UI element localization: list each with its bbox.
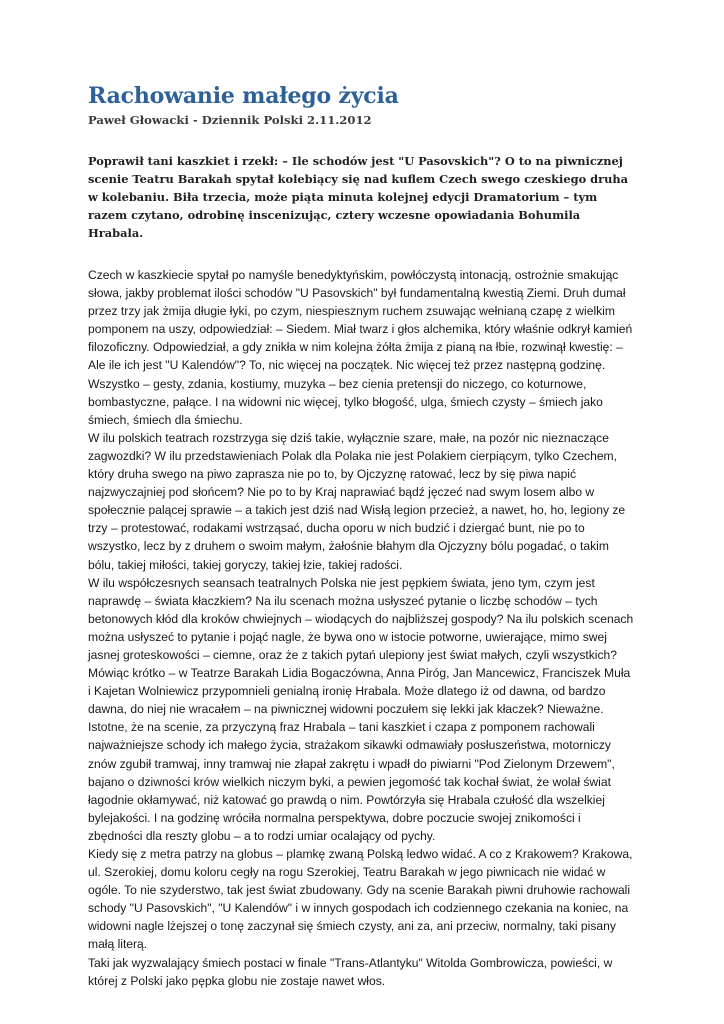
body-paragraph: Czech w kaszkiecie spytał po namyśle benedyktyńskim, powłóczystą intonacją, ostrożnie smakując słowa, jakby problemat ilości schodów "U Pasovskich" był fundamentalną kwestią Ziemi. Druh dumał przez trzy jak żmija długie łyki, po czym, niespiesznym ruchem zsuwając wełnianą czapę z wielkim pomponem na uszy, odpowiedział: – Siedem. Miał twarz i głos alchemika, który właśnie odkrył kamień filozoficzny. Odpowiedział, a gdy znikła w nim kolejna żółta żmija z pianą na łbie, rozwinął kwestię: – Ale ile ich jest "U Kalendów"? To, nic więcej na początek. Nic więcej też przez następną godzinę. Wszystko – gesty, zdania, kostiumy, muzyka – bez cienia pretensji do niczego, co koturnowe, bombastyczne, pałące. I na widowni nic więcej, tylko błogość, ulga, śmiech czysty – śmiech jako śmiech, śmiech dla śmiechu.: [88, 268, 633, 427]
article-body: [88, 266, 634, 990]
article-byline: Paweł Głowacki - Dziennik Polski 2.11.2012: [88, 113, 372, 127]
body-paragraph: Istotne, że na scenie, za przyczyną fraz Hrabala – tani kaszkiet i czapa z pomponem rachowali najważniejsze schody ich małego życia, strażakom sikawki odmawiały posłuszeństwa, motorniczy znów zgubił tramwaj, inny tramwaj nie złapał zakrętu i wpadł do piwiarni "Pod Zielonym Drzewem", bajano o dziwności krów wielkich niczym byki, a pewien jegomość tak kochał świat, że wolał świat łagodnie okłamywać, niż katować go prawdą o nim. Powtórzyła się Hrabala czułość dla wszelkiej bylejakości. I na godzinę wróciła normalna perspektywa, dobre poczucie swojej znikomości i zbędności dla reszty globu – a to rodzi umiar ocalający od pychy.: [88, 720, 615, 843]
article: [88, 82, 634, 990]
body-paragraph: W ilu polskich teatrach rozstrzyga się dziś takie, wyłącznie szare, małe, na pozór nic nieznaczące zagwozdki? W ilu przedstawieniach Polak dla Polaka nie jest Polakiem cierpiącym, tylko Czechem, który druha swego na piwo zaprasza nie po to, by Ojczyznę ratować, lecz by się piwa napić najzwyczajniej pod słońcem? Nie po to by Kraj naprawiać bądź jęczeć nad swym losem albo w społecznie palącej sprawie – a takich jest dziś nad Wisłą legion przecież, a nawet, ho, ho, legiony ze trzy – protestować, rodakami wstrząsać, ducha oporu w nich budzić i dziergać bunt, nie po to wszystko, lecz by z druhem o swoim małym, żałośnie błahym dla Ojczyzny bólu pogadać, o takim bólu, takiej miłości, takiej goryczy, takiej łzie, takiej radości.: [88, 430, 626, 572]
body-paragraph: Kiedy się z metra patrzy na globus – plamkę zwaną Polską ledwo widać. A co z Krakowem? Krakowa, ul. Szerokiej, domu koloru cegły na rogu Szerokiej, Teatru Barakah w jego piwnicach nie widać w ogóle. To nie szyderstwo, tak jest świat zbudowany. Gdy na scenie Barakah piwni druhowie rachowali schody "U Pasovskich", "U Kalendów" i w innych gospodach ich codziennego czekania na koniec, na widowni nagle lżejszej o tonę zaczynał się śmiech czysty, ani za, ani przeciw, normalny, taki pisany małą literą.: [88, 847, 633, 952]
body-paragraph: W ilu współczesnych seansach teatralnych Polska nie jest pępkiem świata, jeno tym, czym jest naprawdę – świata kłaczkiem? Na ilu scenach można usłyszeć pytanie o liczbę schodów – tych betonowych kłód dla kroków chwiejnych – wiodących do najbliższej gospody? Na ilu polskich scenach można usłyszeć to pytanie i pojąć nagle, że bywa ono w istocie potworne, uwierające, mimo swej jasnej groteskowości – ciemne, oraz że z takich pytań ulepiony jest świat małych, czyli wszystkich? Mówiąc krótko – w Teatrze Barakah Lidia Bogaczówna, Anna Piróg, Jan Mancewicz, Franciszek Muła i Kajetan Wolniewicz przypomnieli genialną ironię Hrabala. Może dlatego iż od dawna, od bardzo dawna, do niej nie wracałem – na piwnicznej widowni poczułem się lekki jak kłaczek? Nieważne.: [88, 575, 634, 717]
body-paragraph: Taki jak wyzwalający śmiech postaci w finale "Trans-Atlantyku" Witolda Gombrowicza, powieści, w której z Polski jako pępka globu nie zostaje nawet włos.: [88, 955, 613, 988]
article-title: Rachowanie małego życia: [88, 83, 399, 109]
article-lead: Poprawił tani kaszkiet i rzekł: – Ile schodów jest "U Pasovskich"? O to na piwnicznej scenie Teatru Barakah spytał kolebiący się nad kuflem Czech swego czeskiego druha w kolebaniu. Biła trzecia, może piąta minuta kolejnej edycji Dramatorium – tym razem czytano, odrobinę inscenizując, cztery wczesne opowiadania Bohumila Hrabala.: [88, 154, 629, 240]
